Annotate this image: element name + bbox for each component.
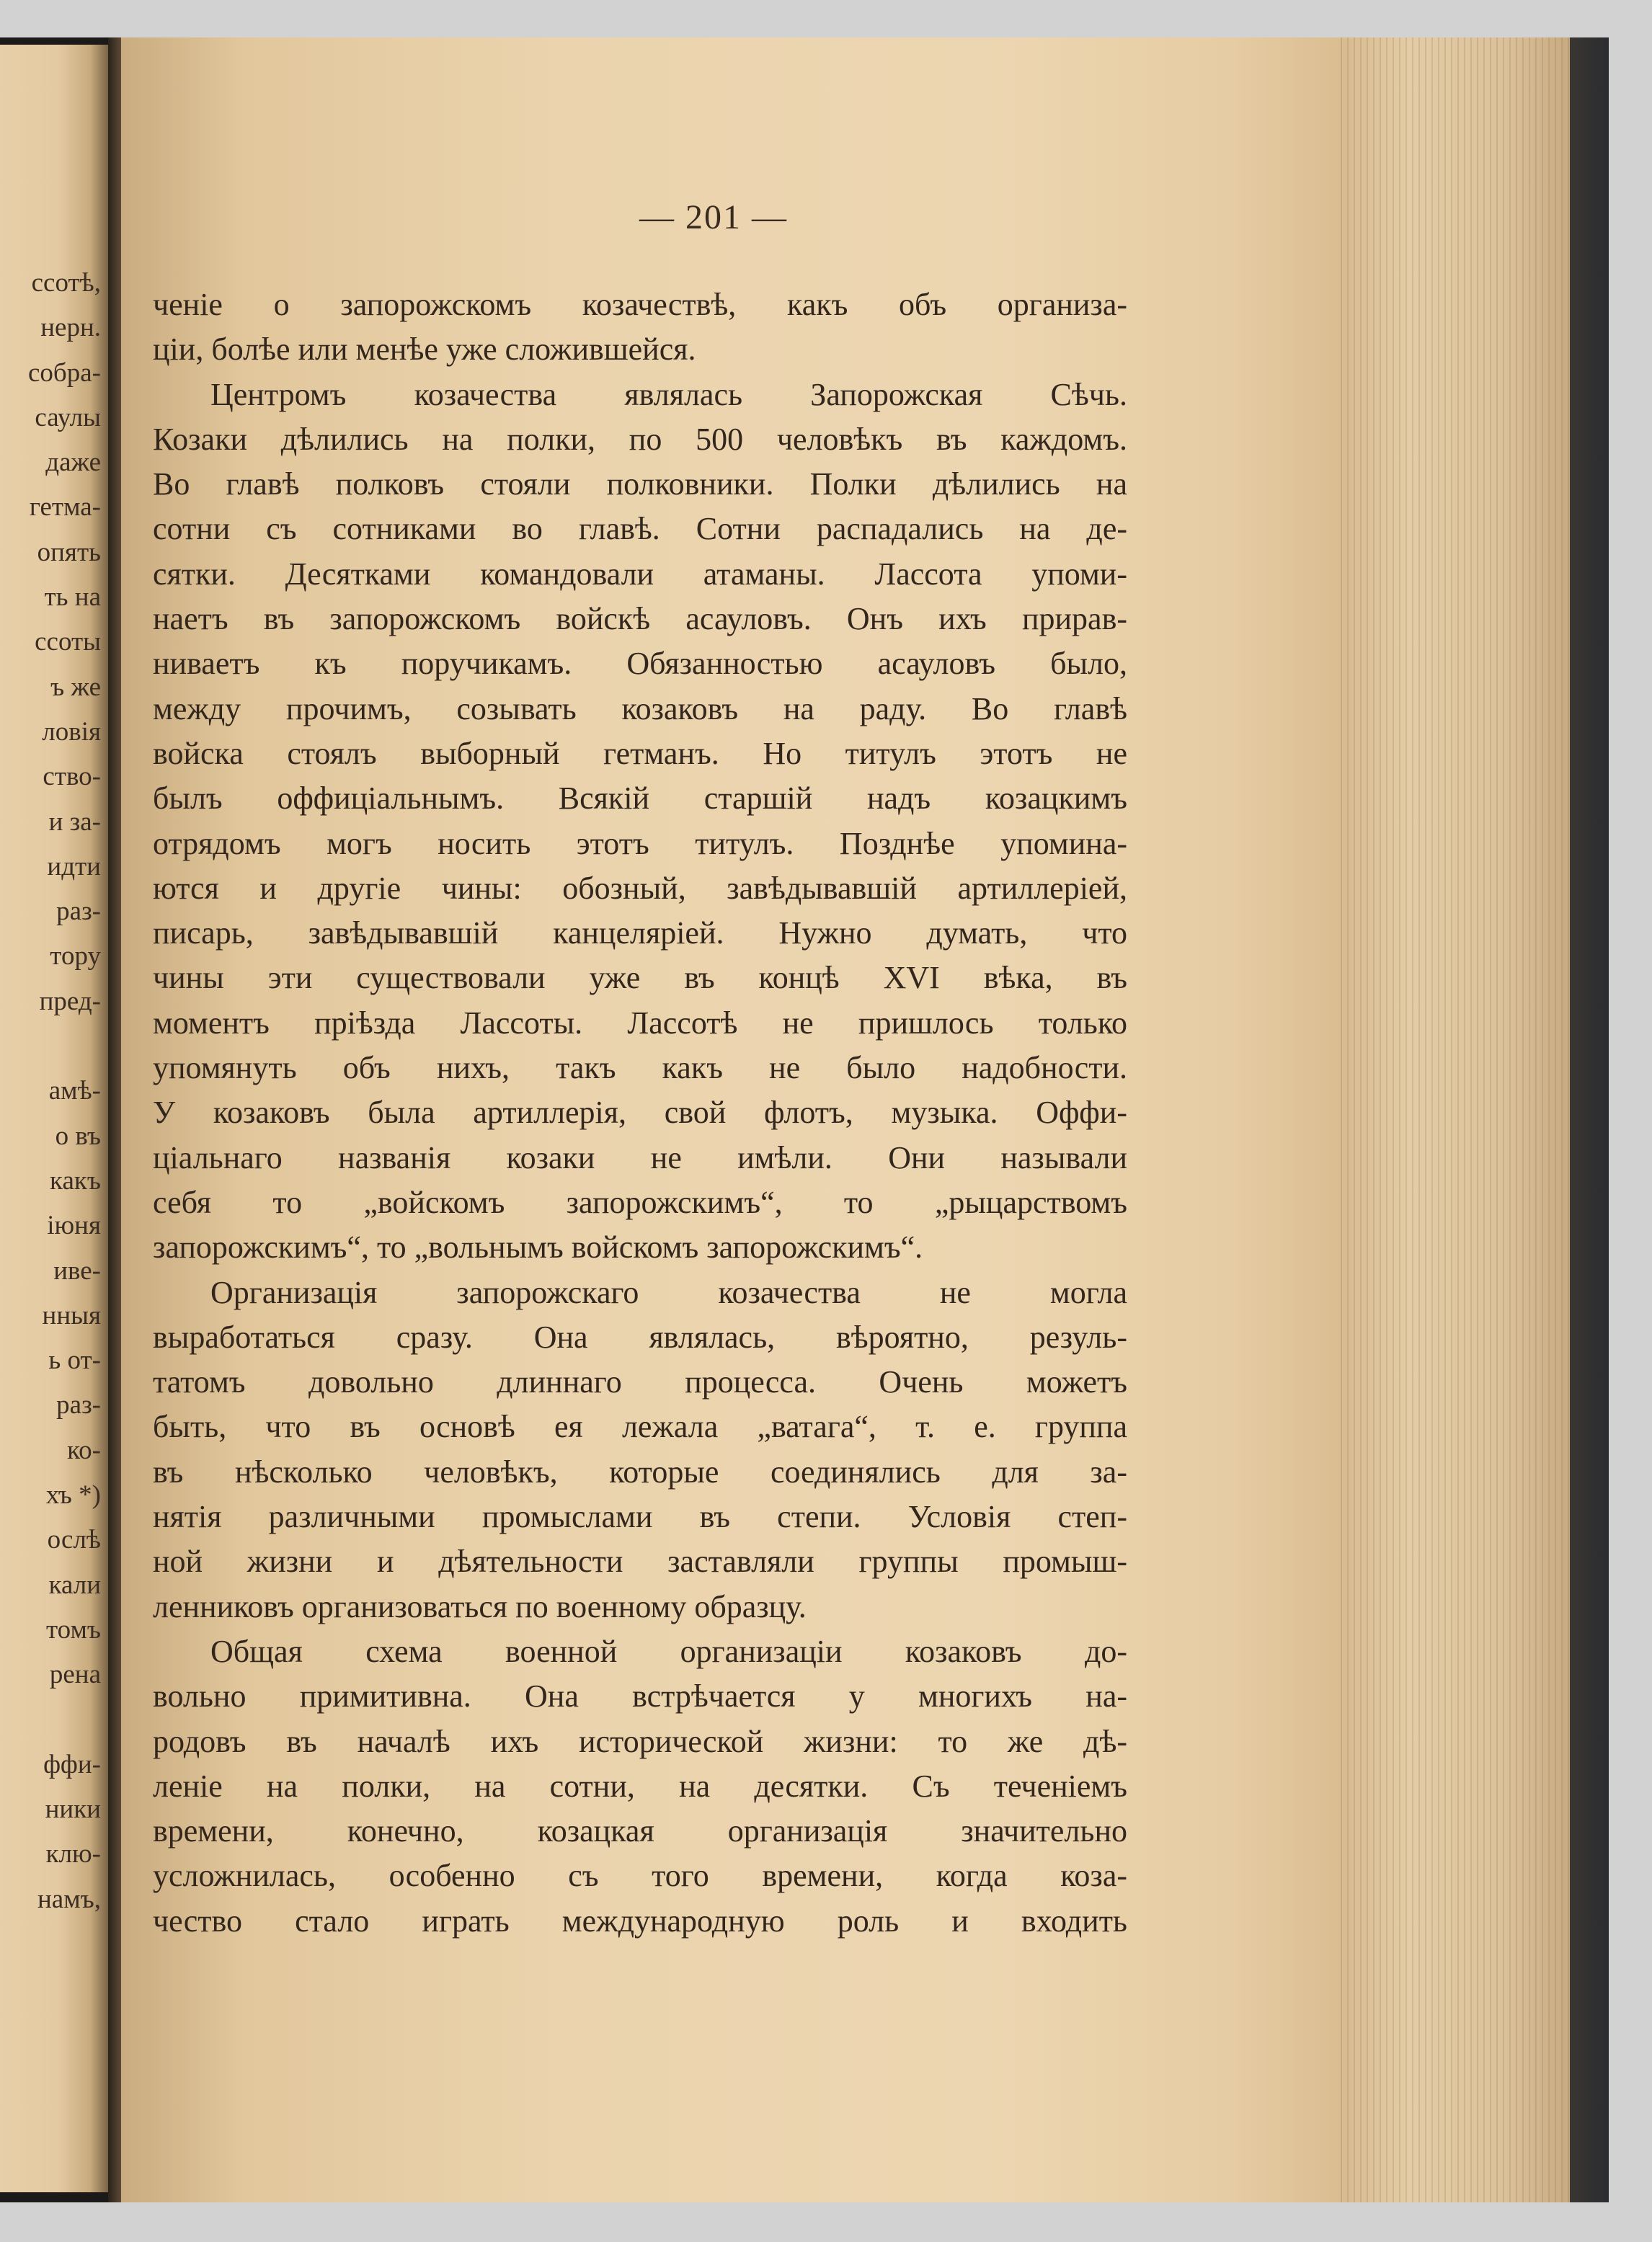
- left-page-fragment: ство-: [43, 762, 101, 792]
- left-page-fragment: и за-: [48, 806, 101, 837]
- left-page-fragment: томъ: [45, 1614, 101, 1645]
- text-line: отрядомъ могъ носить этотъ титулъ. Позднѣе упомина-: [153, 825, 1127, 861]
- left-page-fragment: ть на: [44, 582, 101, 613]
- left-page-fragment: кали: [48, 1570, 101, 1600]
- left-page-fragment: ослѣ: [47, 1525, 101, 1555]
- text-line: татомъ довольно длиннаго процесса. Очень можетъ: [153, 1364, 1127, 1400]
- text-line: ленниковъ организоваться по военному образцу.: [153, 1588, 807, 1624]
- left-page-fragment: намъ,: [37, 1884, 101, 1914]
- left-page-fragment: амѣ-: [48, 1076, 101, 1106]
- left-page-fragment: ь от-: [48, 1345, 101, 1376]
- left-page-fragment: даже: [45, 448, 101, 478]
- page-edges: [1341, 37, 1571, 2202]
- left-page-fragment: раз-: [56, 1390, 101, 1420]
- text-line: ченіе о запорожскомъ козачествѣ, какъ объ организа-: [153, 287, 1127, 322]
- body-text: [153, 283, 1127, 1944]
- text-line: усложнилась, особенно съ того времени, когда коза-: [153, 1858, 1127, 1894]
- book-edge-shadow: [1570, 37, 1609, 2202]
- text-line: запорожскимъ“, то „вольнымъ войскомъ запорожскимъ“.: [153, 1229, 923, 1265]
- text-line: У козаковъ была артиллерія, свой флотъ, музыка. Оффи-: [153, 1095, 1127, 1131]
- text-line: сотни съ сотниками во главѣ. Сотни распадались на де-: [153, 511, 1127, 547]
- text-line: ной жизни и дѣятельности заставляли группы промыш-: [153, 1544, 1127, 1580]
- left-page-fragment: идти: [47, 851, 101, 881]
- text-line: Общая схема военной организаціи козаковъ до-: [210, 1633, 1127, 1669]
- text-line: нятія различными промыслами въ степи. Условія степ-: [153, 1499, 1127, 1535]
- left-page-fragment: какъ: [50, 1165, 101, 1196]
- text-line: Организація запорожскаго козачества не могла: [210, 1274, 1127, 1310]
- left-page-fragment: тору: [50, 941, 101, 971]
- text-line: ціи, болѣе или менѣе уже сложившейся.: [153, 332, 696, 368]
- text-line: Центромъ козачества являлась Запорожская Сѣчь.: [210, 376, 1127, 412]
- text-line: наетъ въ запорожскомъ войскѣ асауловъ. Онъ ихъ прирав-: [153, 601, 1127, 637]
- left-page-fragment: ссоты: [35, 627, 101, 657]
- left-page-fragment: хъ *): [45, 1480, 101, 1511]
- left-page-fragment: опять: [37, 537, 101, 567]
- left-page-fragment: рена: [49, 1660, 101, 1690]
- text-line: Козаки дѣлились на полки, по 500 человѣкъ въ каждомъ.: [153, 421, 1127, 457]
- left-page-fragment: [0, 1024, 101, 1069]
- text-line: былъ оффиціальнымъ. Всякій старшій надъ козацкимъ: [153, 780, 1127, 817]
- left-page-text-fragments: [0, 261, 101, 1922]
- left-page-fragment: ловія: [42, 716, 101, 747]
- left-page-fragment: іюня: [47, 1211, 101, 1241]
- page-number: — 201 —: [639, 198, 788, 236]
- left-page-fragment: ко-: [67, 1435, 101, 1465]
- text-line: писарь, завѣдывавшій канцеляріей. Нужно думать, что: [153, 915, 1127, 951]
- text-line: Во главѣ полковъ стояли полковники. Полки дѣлились на: [153, 466, 1127, 502]
- text-line: быть, что въ основѣ ея лежала „ватага“, т. е. группа: [153, 1409, 1127, 1445]
- text-line: выработаться сразу. Она являлась, вѣроятно, резуль-: [153, 1319, 1127, 1355]
- left-page-fragment: клю-: [45, 1839, 101, 1869]
- text-line: ются и другіе чины: обозный, завѣдывавшій артиллеріей,: [153, 870, 1127, 906]
- left-page-fragment: нерн.: [40, 313, 101, 343]
- left-page-fragment: собра-: [28, 357, 101, 388]
- text-line: ниваетъ къ поручикамъ. Обязанностью асауловъ было,: [153, 646, 1127, 682]
- text-line: себя то „войскомъ запорожскимъ“, то „рыцарствомъ: [153, 1184, 1127, 1220]
- left-page-fragment: [0, 1698, 101, 1743]
- text-line: ціальнаго названія козаки не имѣли. Они называли: [153, 1139, 1127, 1175]
- book-scan: [0, 37, 1609, 2202]
- left-page-fragment: гетма-: [29, 492, 101, 522]
- left-page-fragment: иве-: [53, 1255, 101, 1286]
- left-page-fragment: саулы: [35, 402, 101, 432]
- left-page-fragment: о въ: [55, 1121, 101, 1151]
- text-line: между прочимъ, созывать козаковъ на раду. Во главѣ: [153, 690, 1127, 726]
- left-page-fragment: ъ же: [50, 672, 101, 702]
- text-line: сятки. Десятками командовали атаманы. Лассота упоми-: [153, 556, 1127, 592]
- text-line: леніе на полки, на сотни, на десятки. Съ теченіемъ: [153, 1768, 1127, 1804]
- text-line: чины эти существовали уже въ концѣ XVI вѣка, въ: [153, 960, 1127, 996]
- left-page: [0, 45, 115, 2192]
- text-line: въ нѣсколько человѣкъ, которые соединялись для за-: [153, 1454, 1127, 1490]
- text-line: времени, конечно, козацкая организація значительно: [153, 1813, 1127, 1849]
- text-line: чество стало играть международную роль и входить: [153, 1903, 1127, 1939]
- left-page-fragment: пред-: [39, 986, 101, 1016]
- text-line: упомянуть объ нихъ, такъ какъ не было надобности.: [153, 1050, 1127, 1086]
- left-page-fragment: нныя: [42, 1300, 101, 1330]
- left-page-fragment: раз-: [56, 897, 101, 927]
- text-line: моментъ пріѣзда Лассоты. Лассотѣ не пришлось только: [153, 1005, 1127, 1041]
- text-line: войска стоялъ выборный гетманъ. Но титулъ этотъ не: [153, 735, 1127, 771]
- left-page-fragment: ники: [45, 1794, 101, 1825]
- left-page-fragment: ссотѣ,: [31, 268, 101, 298]
- text-line: родовъ въ началѣ ихъ исторической жизни: то же дѣ-: [153, 1723, 1127, 1759]
- text-line: вольно примитивна. Она встрѣчается у многихъ на-: [153, 1678, 1127, 1714]
- left-page-fragment: ффи-: [43, 1749, 101, 1779]
